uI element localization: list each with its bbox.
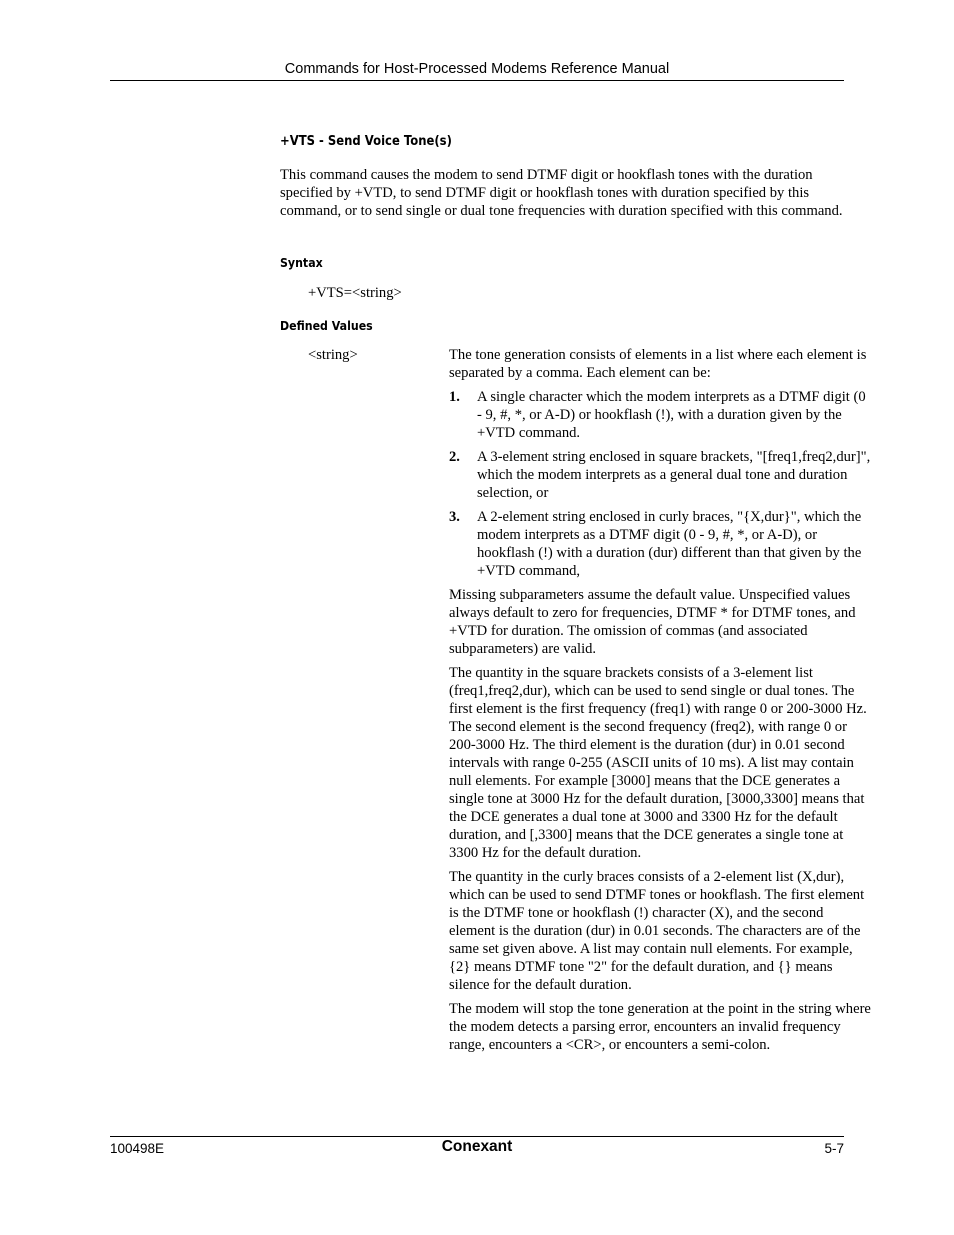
footer-rule bbox=[110, 1136, 844, 1137]
list-item bbox=[449, 508, 871, 580]
running-header: Commands for Host-Processed Modems Reference Manual bbox=[284, 61, 670, 77]
body-paragraph: The quantity in the square brackets consists of a 3-element list (freq1,freq2,dur), which can be used to send single or dual tones. The first element is the first frequency (freq1) with range 0 or 200-3000 Hz. The second element is the second frequency (freq2), with range 0 or 200-3000 Hz. The third element is the duration (dur) in 0.01 second intervals with range 0-255 (ASCII units of 10 ms). A list may contain null elements. For example [3000] means that the DCE generates a single tone at 3000 Hz for the default duration, [3000,3300] means that the DCE generates a dual tone at 3000 and 3300 Hz for the default duration, and [,3300] means that the DCE generates a single tone at 3300 Hz for the default duration. bbox=[449, 665, 867, 861]
body-paragraph: The quantity in the curly braces consists of a 2-element list (X,dur), which can be used to send DTMF tones or hookflash. The first element is the DTMF tone or hookflash (!) character (X), and the second element is the duration (dur) in 0.01 seconds. The characters are of the same set given above. A list may contain null elements. For example, {2} means DTMF tone "2" for the default duration, and {} means silence for the default duration. bbox=[449, 869, 865, 993]
param-description bbox=[449, 346, 871, 1060]
body-paragraph: The modem will stop the tone generation at the point in the string where the modem detects a parsing error, encounters an invalid frequency range, encounters a <CR>, or encounters a semi-colon. bbox=[449, 1001, 871, 1053]
param-lead: The tone generation consists of elements in a list where each element is separated by a comma. Each element can be: bbox=[449, 347, 867, 381]
list-number: 2. bbox=[449, 449, 460, 465]
list-text: A 3-element string enclosed in square brackets, "[freq1,freq2,dur]", which the modem interprets as a general dual tone and duration selection, or bbox=[477, 449, 871, 501]
list-text: A 2-element string enclosed in curly braces, "{X,dur}", which the modem interprets as a DTMF digit (0 - 9, #, *, or A-D), or hookflash (!) with a duration (dur) different than that given by the +VTD command, bbox=[477, 509, 862, 579]
list-number: 1. bbox=[449, 389, 460, 405]
body-paragraph: Missing subparameters assume the default value. Unspecified values always default to zero for frequencies, DTMF * for DTMF tones, and +VTD for duration. The omission of commas (and associated subparameters) are valid. bbox=[449, 587, 856, 657]
page-number: 5-7 bbox=[824, 1141, 844, 1156]
defined-values-heading: Defined Values bbox=[280, 319, 373, 334]
list-item bbox=[449, 388, 871, 442]
syntax-line: +VTS=<string> bbox=[308, 285, 402, 301]
syntax-heading: Syntax bbox=[280, 256, 323, 271]
element-list bbox=[449, 388, 871, 580]
company-name: Conexant bbox=[441, 1138, 513, 1155]
list-number: 3. bbox=[449, 509, 460, 525]
list-item bbox=[449, 448, 871, 502]
list-text: A single character which the modem interprets as a DTMF digit (0 - 9, #, *, or A-D) or hookflash (!), with a duration given by the +VTD command. bbox=[477, 389, 866, 441]
param-name: <string> bbox=[308, 347, 358, 363]
document-number: 100498E bbox=[110, 1141, 165, 1156]
intro-paragraph: This command causes the modem to send DTMF digit or hookflash tones with the duration specified by +VTD, to send DTMF digit or hookflash tones with duration specified by this command, or to send single or dual tone frequencies with duration specified with this command. bbox=[280, 167, 843, 219]
section-title: +VTS - Send Voice Tone(s) bbox=[280, 133, 452, 149]
header-rule bbox=[110, 80, 844, 81]
